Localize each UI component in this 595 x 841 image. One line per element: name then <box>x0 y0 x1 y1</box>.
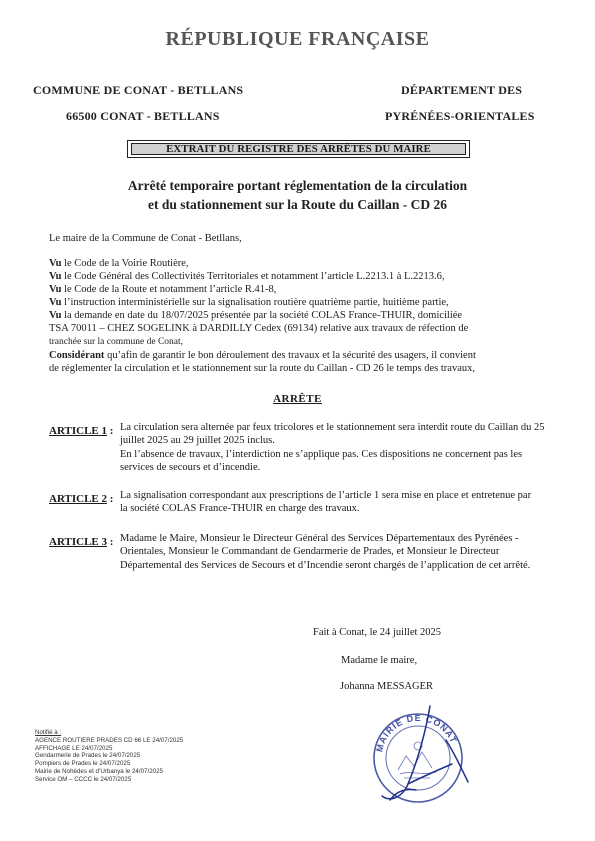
register-extract-label: EXTRAIT DU REGISTRE DES ARRÊTES DU MAIRE <box>131 143 466 155</box>
register-extract-box <box>127 140 470 158</box>
commune-postal: 66500 CONAT - BETLLANS <box>66 109 220 123</box>
article-3-label: ARTICLE 3 : <box>49 536 114 548</box>
arrete-heading: ARRÊTE <box>273 393 322 405</box>
decree-title-line1: Arrêté temporaire portant réglementation de la circulation <box>127 178 468 193</box>
article-1-label: ARTICLE 1 : <box>49 425 114 437</box>
stamp-text: MAIRIE DE CONAT <box>374 712 460 753</box>
notification-line: AFFICHAGE LE 24/07/2025 <box>35 744 113 752</box>
article-3-text: Madame le Maire, Monsieur le Directeur Général des Services Départementaux des Pyrénées - Orientales, Monsieur le Commandant de Gendarmerie de Prades, et Monsieur le Directeur Départemental des Services de Secours et d’Incendie seront chargés de l’application de cet arrêté. <box>120 533 531 571</box>
republic-heading: RÉPUBLIQUE FRANÇAISE <box>165 28 430 50</box>
department-label: DÉPARTEMENT DES <box>401 83 523 97</box>
article-2-label: ARTICLE 2 : <box>49 493 114 505</box>
svg-text:MAIRIE DE CONAT <box>374 713 459 753</box>
mayor-stamp <box>360 700 480 810</box>
department-name: PYRÉNÉES-ORIENTALES <box>385 109 535 123</box>
visa-item: Vu le Code de la Route et notamment l’article R.41-8, <box>49 284 277 296</box>
notification-line: Pompiers de Prades le 24/07/2025 <box>35 760 131 768</box>
notification-line: Gendarmerie de Prades le 24/07/2025 <box>35 752 141 760</box>
place-and-date: Fait à Conat, le 24 juillet 2025 <box>313 627 442 638</box>
notification-line: Mairie de Nohèdes et d’Urbanya le 24/07/2025 <box>35 767 163 775</box>
considerant-line: de réglementer la circulation et le stationnement sur la route du Caillan - CD 26 le temps des travaux, <box>49 362 475 374</box>
signatory-name: Johanna MESSAGER <box>340 681 434 692</box>
visa-item: Vu le Code Général des Collectivités Territoriales et notamment l’article L.2213.1 à L.2213.6, <box>49 271 445 283</box>
visa-item: Vu le Code de la Voirie Routière, <box>49 258 189 269</box>
notification-block <box>35 729 183 784</box>
visa-item: Vu l’instruction interministérielle sur la signalisation routière quatrième partie, huitième partie, <box>49 297 449 309</box>
intro-text: Le maire de la Commune de Conat - Betllans, <box>49 233 242 244</box>
considerant-line: Considérant qu’afin de garantir le bon déroulement des travaux et la sécurité des usagers, il convient <box>49 349 476 361</box>
visa-item-continuation: tranchée sur la commune de Conat, <box>49 336 184 347</box>
commune-name: COMMUNE DE CONAT - BETLLANS <box>33 83 244 97</box>
notification-heading: Notifié à : <box>35 729 62 736</box>
notification-line: AGENCE ROUTIERE PRADES CD 66 LE 24/07/2025 <box>35 736 184 744</box>
signatory-role: Madame le maire, <box>341 655 418 666</box>
visa-item: Vu la demande en date du 18/07/2025 présentée par la société COLAS France-THUIR, domiciliée <box>49 310 463 322</box>
notification-line: Service OM – CCCC le 24/07/2025 <box>35 775 132 783</box>
visa-list <box>49 257 476 375</box>
article-2-text: La signalisation correspondant aux prescriptions de l’article 1 sera mise en place et entretenue par la société COLAS France-THUIR en charge des travaux. <box>120 490 532 515</box>
article-1-text: La circulation sera alternée par feux tricolores et le stationnement sera interdit route du Caillan du 25 juillet 2025 au 29 juillet 2025 inclus. En l’absence de travaux, l’interdiction ne s’applique pas. Ces dispositions ne concernent pas les services de secours et d’incendie. <box>120 422 545 473</box>
visa-item-continuation: TSA 70011 – CHEZ SOGELINK à DARDILLY Cedex (69134) relative aux travaux de réfection de <box>49 323 469 335</box>
decree-title-line2: et du stationnement sur la Route du Caillan - CD 26 <box>147 197 448 212</box>
